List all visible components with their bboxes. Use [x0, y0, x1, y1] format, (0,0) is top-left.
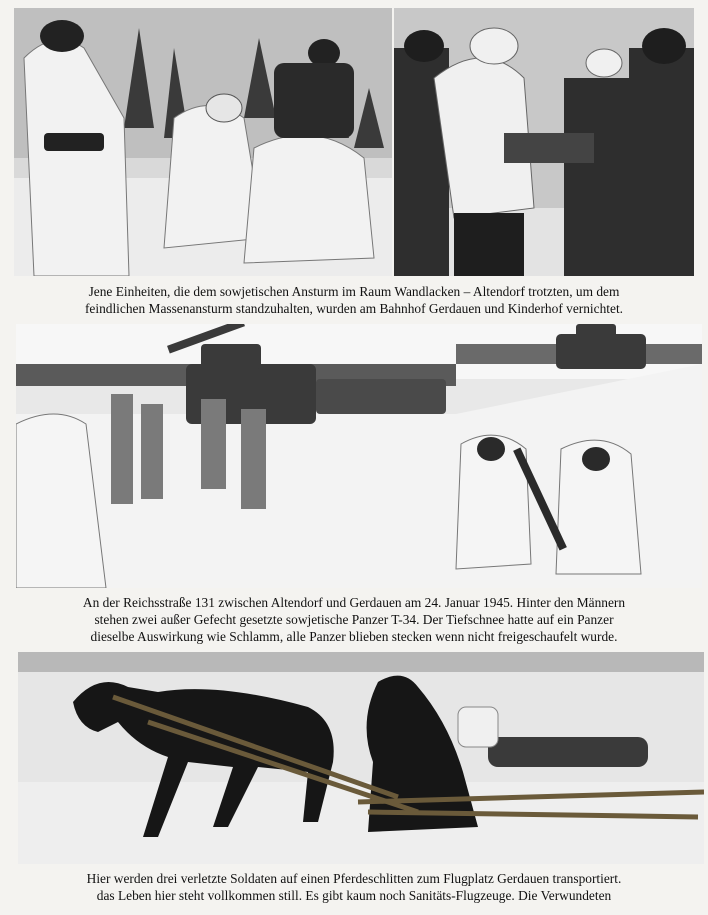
caption-section-3 [0, 870, 708, 904]
caption-line: Jene Einheiten, die dem sowjetischen Ansturm im Raum Wandlacken – Altendorf trotzten, um dem [88, 284, 620, 299]
photo-officers-map-right [394, 8, 694, 276]
caption-line: An der Reichsstraße 131 zwischen Altendorf und Gerdauen am 24. Januar 1945. Hinter den Männern [82, 595, 626, 610]
photo-soldiers-snow-left [14, 8, 392, 276]
caption-line: dieselbe Auswirkung wie Schlamm, alle Panzer blieben stecken wenn nicht freigeschaufelt wurde. [90, 629, 618, 644]
photo-tanks-road [16, 324, 702, 588]
caption-line: Hier werden drei verletzte Soldaten auf einen Pferdeschlitten zum Flugplatz Gerdauen transportiert. [86, 871, 622, 886]
caption-line: stehen zwei außer Gefecht gesetzte sowjetische Panzer T-34. Der Tiefschnee hatte auf ein Panzer [94, 612, 614, 627]
caption-line: feindlichen Massenansturm standzuhalten, wurden am Bahnhof Gerdauen und Kinderhof vernichtet. [84, 301, 624, 316]
caption-section-2 [0, 594, 708, 645]
caption-section-1 [0, 283, 708, 317]
caption-line: das Leben hier steht vollkommen still. Es gibt kaum noch Sanitäts-Flugzeuge. Die Verwundeten [96, 888, 612, 903]
photo-horse-sleigh [18, 652, 704, 864]
